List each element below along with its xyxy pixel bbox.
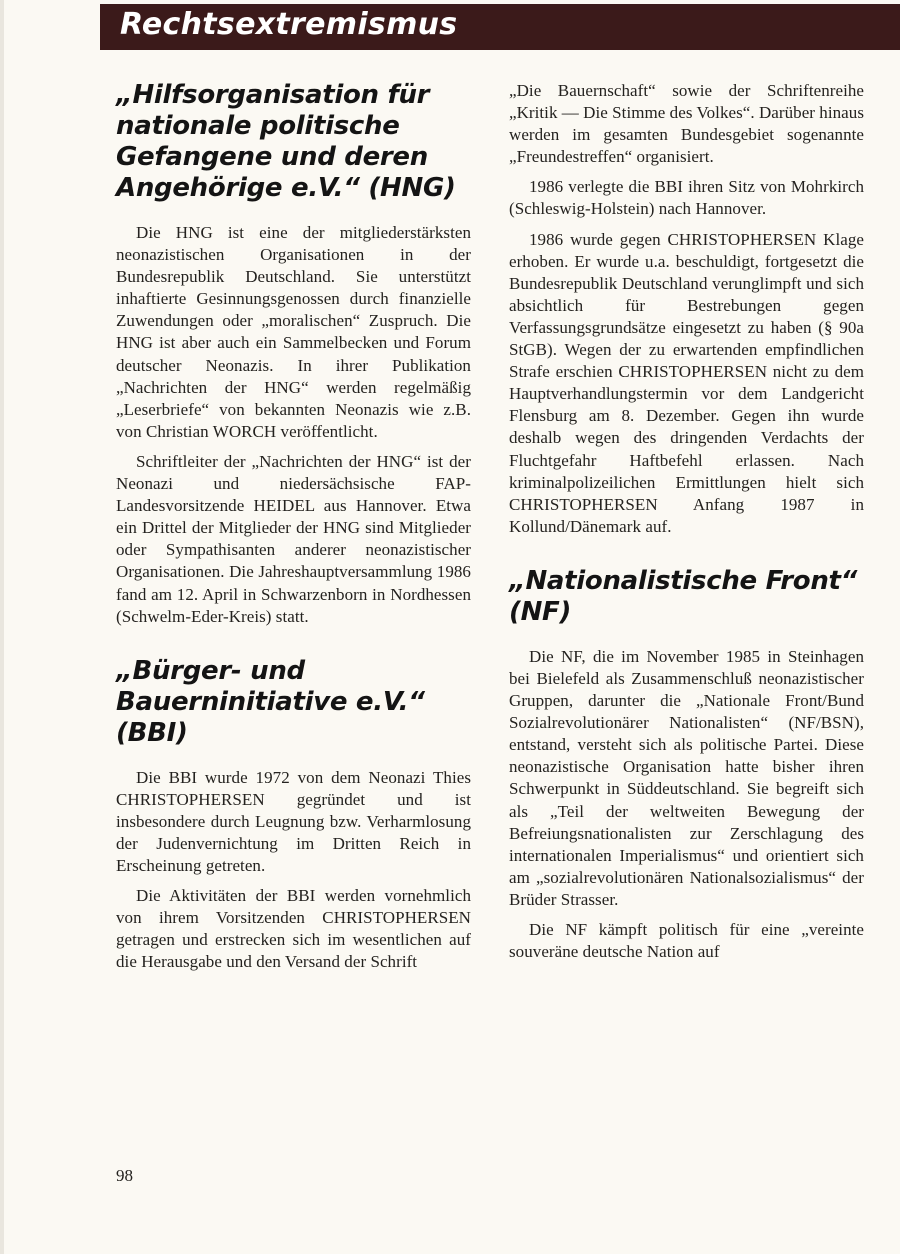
paragraph: Die Aktivitäten der BBI werden vornehmlich von ihrem Vorsitzenden CHRISTOPHERSEN getragen und erstrecken sich im wesentlichen auf die Herausgabe und den Versand der Schrift	[116, 886, 471, 972]
heading-nf: „Nationalistische Front“ (NF)	[509, 565, 858, 627]
paragraph: Die HNG ist eine der mitgliederstärksten neonazistischen Organisationen in der Bundesrepublik Deutschland. Sie unterstützt inhaftierte Gesinnungsgenossen durch finanzielle Zuwendungen oder „moralischen“ Zuspruch. Die HNG ist aber auch ein Sammelbecken und Forum deutscher Neonazis. In ihrer Publikation „Nachrichten der HNG“ werden regelmäßig „Leserbriefe“ von bekannten Neonazis wie z.B. von Christian WORCH veröffentlicht.	[116, 223, 471, 441]
paragraph: 1986 verlegte die BBI ihren Sitz von Mohrkirch (Schleswig-Holstein) nach Hannover.	[509, 177, 864, 219]
left-column	[116, 80, 471, 982]
paragraph: Die NF kämpft politisch für eine „vereinte souveräne deutsche Nation auf	[509, 920, 864, 962]
paragraph: 1986 wurde gegen CHRISTOPHERSEN Klage erhoben. Er wurde u.a. beschuldigt, fortgesetzt die Bundesrepublik Deutschland verunglimpft und sich absichtlich für Bestrebungen gegen Verfassungsgrundsätze eingesetzt zu haben (§ 90a StGB). Wegen der zu erwartenden empfindlichen Strafe erschien CHRISTOPHERSEN nicht zu dem Hauptverhandlungstermin vor dem Landgericht Flensburg am 8. Dezember. Gegen ihn wurde deshalb wegen des dringenden Verdachts der Fluchtgefahr Haftbefehl erlassen. Nach kriminalpolizeilichen Ermittlungen hielt sich CHRISTOPHERSEN Anfang 1987 in Kollund/Dänemark auf.	[509, 229, 864, 536]
paragraph: Schriftleiter der „Nachrichten der HNG“ ist der Neonazi und niedersächsische FAP-Landesvorsitzende HEIDEL aus Hannover. Etwa ein Drittel der Mitglieder der HNG sind Mitglieder oder Sympathisanten anderer neonazistischer Organisationen. Die Jahreshauptversammlung 1986 fand am 12. April in Schwarzenborn in Nordhessen (Schwelm-Eder-Kreis) statt.	[116, 451, 471, 626]
paragraph: Die NF, die im November 1985 in Steinhagen bei Bielefeld als Zusammenschluß neonazistischer Gruppen, darunter die „Nationale Front/Bund Sozialrevolutionärer Nationalisten“ (NF/BSN), entstand, versteht sich als politische Partei. Diese neonazistische Organisation hatte bisher ihren Schwerpunkt in Süddeutschland. Sie begreift sich als „Teil der weltweiten Bewegung der Befreiungsnationalisten zur Zerschlagung des internationalen Imperialismus“ und orientiert sich am „sozialrevolutionären Nationalsozialismus“ der Brüder Strasser.	[509, 646, 864, 909]
page-number: 98	[116, 1166, 133, 1185]
paragraph: „Die Bauernschaft“ sowie der Schriftenreihe „Kritik — Die Stimme des Volkes“. Darüber hinaus werden im gesamten Bundesgebiet sogenannte „Freundestreffen“ organisiert.	[509, 81, 864, 167]
page-edge	[0, 0, 4, 1254]
heading-bbi: „Bürger- und Bauerninitiative e.V.“ (BBI)	[116, 655, 425, 748]
right-column	[509, 80, 864, 971]
section-header-bar	[100, 4, 900, 50]
heading-hng: „Hilfsorganisation für nationale politische Gefangene und deren Angehörige e.V.“ (HNG)	[116, 80, 456, 203]
section-title: Rechtsextremismus	[120, 7, 458, 42]
paragraph: Die BBI wurde 1972 von dem Neonazi Thies CHRISTOPHERSEN gegründet und ist insbesondere durch Leugnung bzw. Verharmlosung der Judenvernichtung im Dritten Reich in Erscheinung getreten.	[116, 767, 471, 876]
